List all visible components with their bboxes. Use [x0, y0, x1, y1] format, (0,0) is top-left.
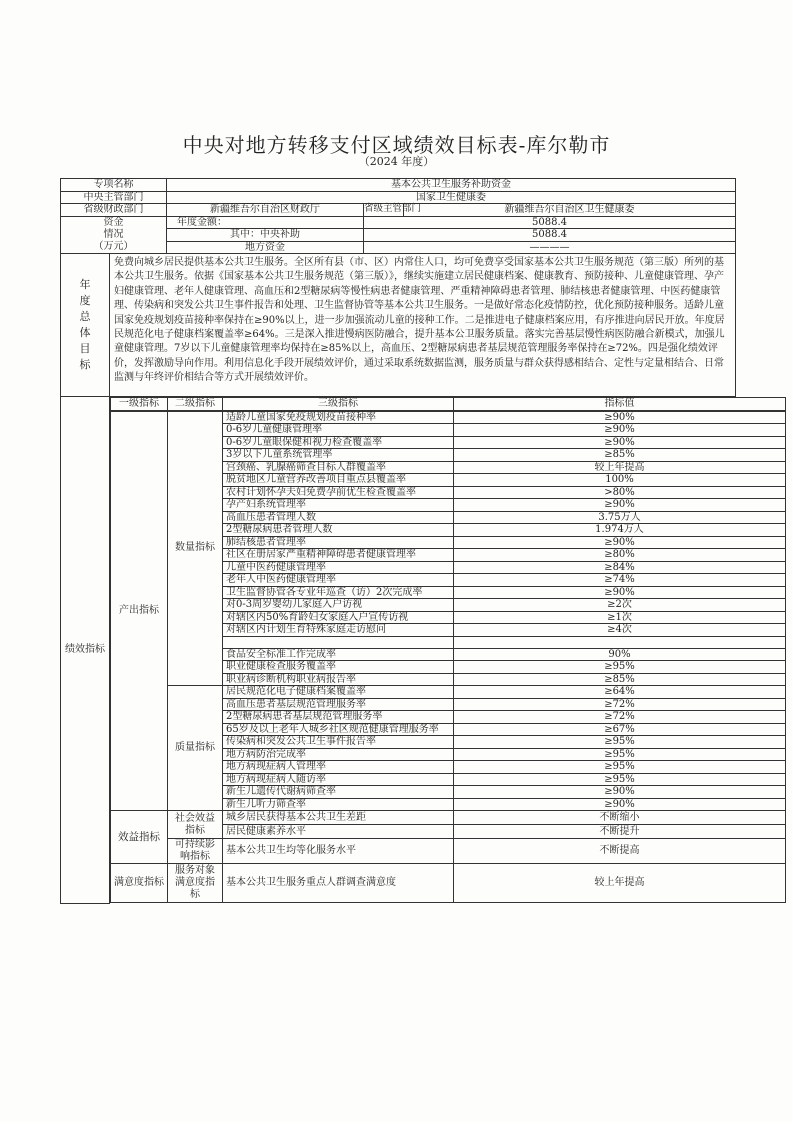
level2-label: 数量指标 [168, 411, 223, 686]
indicator-row [111, 811, 786, 825]
central-dept: 国家卫生健康委 [167, 191, 736, 204]
indicator-name: 0-6岁儿童健康管理率 [223, 424, 454, 437]
annual-amount: 5088.4 [364, 216, 736, 229]
indicator-name: 社区在册居家严重精神障碍患者健康管理率 [223, 549, 454, 562]
level2-label: 可持续影响指标 [168, 839, 223, 864]
indicator-name: 地方病现症病人管理率 [223, 761, 454, 774]
indicator-name: 新生儿遗传代谢病筛查率 [223, 786, 454, 799]
level2-label: 质量指标 [168, 686, 223, 811]
indicator-value: 不断提高 [454, 839, 786, 864]
col-header-level1: 一级指标 [111, 398, 168, 411]
level2-label: 社会效益指标 [168, 811, 223, 839]
indicator-value: ≥90% [454, 586, 786, 599]
indicator-name: 宫颈癌、乳腺癌筛查目标人群覆盖率 [223, 461, 454, 474]
col-header-level3: 三级指标 [223, 398, 454, 411]
indicator-name: 脱贫地区儿童营养改善项目重点县覆盖率 [223, 474, 454, 487]
indicator-name: 食品安全标准工作完成率 [223, 648, 454, 661]
funds-label-line1: 资金 [103, 216, 124, 228]
page-subtitle: （2024 年度） [358, 155, 435, 168]
indicator-value [454, 636, 786, 648]
indicator-value: 1.974万人 [454, 524, 786, 537]
indicator-name: 居民规范化电子健康档案覆盖率 [223, 686, 454, 699]
indicator-value: ≥90% [454, 411, 786, 424]
project-name-label: 专项名称 [61, 179, 167, 192]
indicator-name: 老年人中医药健康管理率 [223, 574, 454, 587]
indicator-value: 不断提升 [454, 825, 786, 839]
central-subsidy: 5088.4 [364, 229, 736, 242]
indicator-name: 农村计划怀孕夫妇免费孕前优生检查覆盖率 [223, 486, 454, 499]
indicator-value: ≥95% [454, 661, 786, 674]
central-subsidy-label: 其中：中央补助 [167, 229, 364, 242]
indicator-body-table [110, 411, 786, 904]
indicator-row [111, 686, 786, 699]
perf-label: 绩效指标 [61, 397, 110, 904]
level2-label: 服务对象满意度指标 [168, 864, 223, 903]
indicator-name: 地方病现症病人随访率 [223, 773, 454, 786]
page-title: 中央对地方转移支付区域绩效目标表-库尔勒市 [182, 133, 611, 157]
indicator-name: 地方病防治完成率 [223, 748, 454, 761]
indicator-name: 卫生监督协管各专业年巡查（访）2次完成率 [223, 586, 454, 599]
indicator-value: ≥90% [454, 499, 786, 512]
funds-label [61, 216, 167, 254]
indicator-value: 90% [454, 648, 786, 661]
local-funds: ———— [364, 241, 736, 254]
indicator-value: ≥84% [454, 561, 786, 574]
indicator-value: ≥95% [454, 748, 786, 761]
indicator-name: 儿童中医药健康管理率 [223, 561, 454, 574]
indicator-value: ≥1次 [454, 611, 786, 624]
indicator-value: 较上年提高 [454, 864, 786, 903]
performance-table [60, 178, 736, 904]
indicator-value: ≥64% [454, 686, 786, 699]
indicator-value: ≥4次 [454, 624, 786, 637]
indicator-value: ≥90% [454, 786, 786, 799]
indicator-value: ≥95% [454, 773, 786, 786]
indicator-value: ≥72% [454, 698, 786, 711]
annual-goal-text: 免费向城乡居民提供基本公共卫生服务。全区所有县（市、区）内常住人口，均可免费享受国家基本公共卫生服务规范（第三版）所列的基本公共卫生服务。依据《国家基本公共卫生服务规范（第三版）》，继续实施建立居民健康档案、健康教育、预防接种、儿童健康管理、孕产妇健康管理、老年人健康管理、高血压和2型糖尿病等慢性病患者健康管理、严重精神障碍患者管理、肺结核患者健康管理、中医药健康管理、传染病和突发公共卫生事件报告和处理、卫生监督协管等基本公共卫生服务。一是做好常态化疫情防控，优化预防接种服务。适龄儿童国家免疫规划疫苗接种率保持在≥90%以上，进一步加强流动儿童的接种工作。二是推进电子健康档案应用，有序推进向居民开放。年度居民规范化电子健康档案覆盖率≥64%。三是深入推进慢病医防融合，提升基本公卫服务质量。落实完善基层慢性病医防融合新模式，加强儿童健康管理。7岁以下儿童健康管理率均保持在≥85%以上，高血压、2型糖尿病患者基层规范管理服务率保持在≥72%。四是强化绩效评价，发挥激励导向作用。利用信息化手段开展绩效评价，通过采取系统数据监测，服务质量与群众获得感相结合、定性与定量相结合、日常监测与年终评价相结合等方式开展绩效评价。 [110, 254, 736, 397]
central-dept-label: 中央主管部门 [61, 191, 167, 204]
indicator-value: 较上年提高 [454, 461, 786, 474]
funds-label-line3: （万元） [93, 240, 134, 252]
indicator-name: 传染病和突发公共卫生事件报告率 [223, 736, 454, 749]
indicator-row [111, 864, 786, 903]
indicator-name: 0-6岁儿童眼保健和视力检查覆盖率 [223, 436, 454, 449]
indicator-value: 3.75万人 [454, 511, 786, 524]
indicator-name: 2型糖尿病患者基层规范管理服务率 [223, 711, 454, 724]
prov-dept-label: 省级主管部门 [364, 203, 422, 215]
indicator-name: 适龄儿童国家免疫规划疫苗接种率 [223, 411, 454, 424]
indicator-name: 高血压患者基层规范管理服务率 [223, 698, 454, 711]
indicator-value: ≥95% [454, 736, 786, 749]
indicator-value: ≥72% [454, 711, 786, 724]
indicator-name: 基本公共卫生均等化服务水平 [223, 839, 454, 864]
output-label: 产出指标 [111, 411, 168, 811]
indicator-name: 2型糖尿病患者管理人数 [223, 524, 454, 537]
indicator-name: 肺结核患者管理率 [223, 536, 454, 549]
indicator-value: >80% [454, 486, 786, 499]
indicator-name [223, 636, 454, 648]
indicator-value: ≥90% [454, 424, 786, 437]
indicator-value: ≥74% [454, 574, 786, 587]
indicator-name: 3岁以下儿童系统管理率 [223, 449, 454, 462]
indicator-value: ≥67% [454, 723, 786, 736]
indicator-name: 职业健康检查服务覆盖率 [223, 661, 454, 674]
indicator-value: ≥90% [454, 798, 786, 811]
indicator-name: 孕产妇系统管理率 [223, 499, 454, 512]
indicator-row [111, 839, 786, 864]
indicator-value: ≥90% [454, 436, 786, 449]
indicator-value: ≥80% [454, 549, 786, 562]
indicator-name: 城乡居民获得基本公共卫生差距 [223, 811, 454, 825]
prov-finance: 新疆维吾尔自治区财政厅 [167, 204, 364, 217]
project-name: 基本公共卫生服务补助资金 [167, 179, 736, 192]
indicator-value: ≥90% [454, 536, 786, 549]
indicator-name: 基本公共卫生服务重点人群调查满意度 [223, 864, 454, 903]
indicator-value: 100% [454, 474, 786, 487]
indicator-name: 居民健康素养水平 [223, 825, 454, 839]
prov-finance-label: 省级财政部门 [61, 204, 167, 217]
indicator-row [111, 411, 786, 424]
indicator-value: ≥85% [454, 673, 786, 686]
satisfaction-label: 满意度指标 [111, 864, 168, 903]
indicator-name: 对辖区内计划生育特殊家庭走访慰问 [223, 624, 454, 637]
indicator-header-table [110, 397, 786, 411]
indicator-value: ≥85% [454, 449, 786, 462]
indicator-name: 对0-3周岁婴幼儿家庭入户访视 [223, 599, 454, 612]
col-header-level2: 二级指标 [168, 398, 223, 411]
indicator-name: 对辖区内50%育龄妇女家庭入户宣传访视 [223, 611, 454, 624]
benefit-label: 效益指标 [111, 811, 168, 864]
indicator-value: 不断缩小 [454, 811, 786, 825]
col-header-value: 指标值 [454, 398, 786, 411]
prov-dept: 新疆维吾尔自治区卫生健康委 [404, 204, 736, 217]
funds-label-line2: 情况 [103, 228, 124, 240]
indicator-value: ≥95% [454, 761, 786, 774]
indicator-name: 高血压患者管理人数 [223, 511, 454, 524]
local-funds-label: 地方资金 [167, 241, 364, 254]
indicator-name: 65岁及以上老年人城乡社区规范健康管理服务率 [223, 723, 454, 736]
indicator-name: 新生儿听力筛查率 [223, 798, 454, 811]
indicator-name: 职业病诊断机构职业病报告率 [223, 673, 454, 686]
annual-goal-label: 年度总体目标 [61, 254, 110, 397]
annual-amount-label: 年度金额： [167, 216, 364, 229]
indicator-value: ≥2次 [454, 599, 786, 612]
